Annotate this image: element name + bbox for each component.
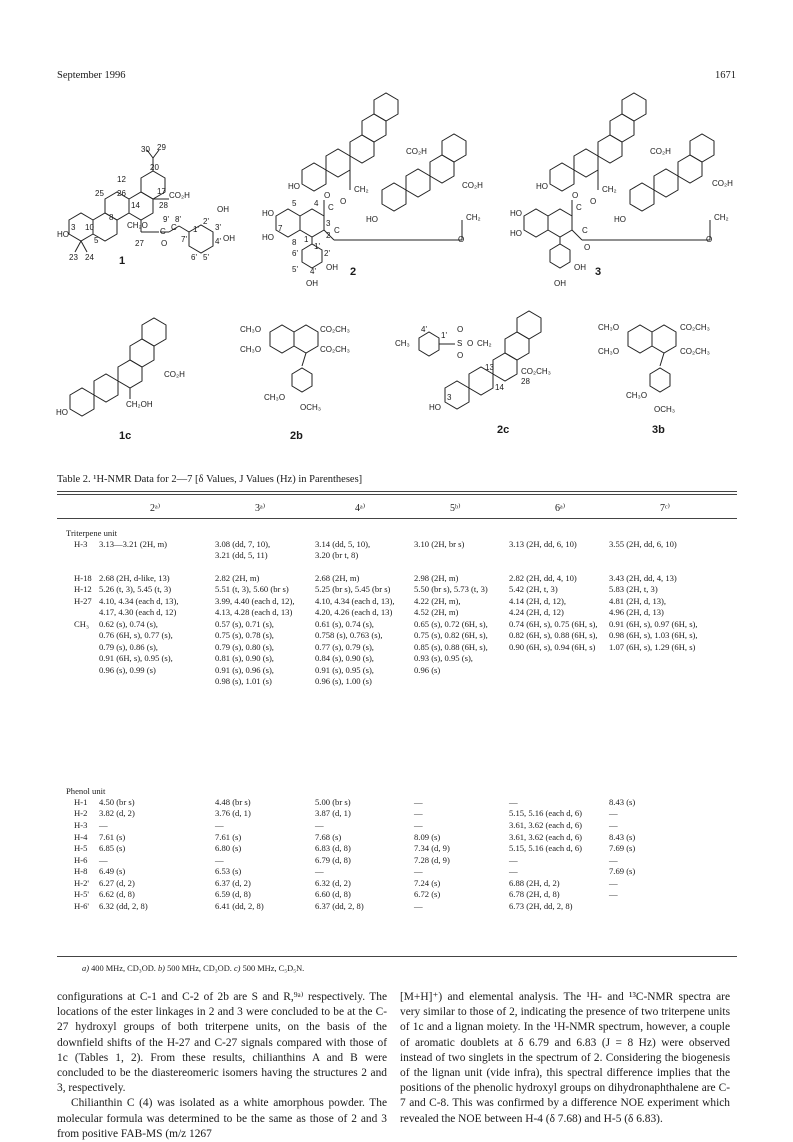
label-ch3o-c: CH₃O: [264, 393, 286, 402]
label-28: 28: [521, 377, 530, 386]
table-cell: 5.51 (t, 3), 5.60 (br s): [215, 584, 289, 594]
table-top-rule-2: [57, 494, 737, 495]
label-ho: HO: [429, 403, 441, 412]
table-cell: 3.87 (d, 1): [315, 808, 351, 818]
row-label: H-1: [74, 797, 88, 807]
label-2: 2: [326, 231, 331, 240]
label-c-a: C: [328, 203, 334, 212]
label-6p: 6': [191, 253, 197, 262]
table-cell: 6.53 (s): [215, 866, 242, 876]
table-cell: 3.76 (d, 1): [215, 808, 251, 818]
label-co2h: CO₂H: [169, 191, 190, 200]
label-2p: 2': [203, 217, 209, 226]
label-1: 1: [304, 235, 309, 244]
label-o-b: O: [324, 191, 331, 200]
label-ho-c: HO: [262, 209, 274, 218]
row-label: H-5: [74, 843, 88, 853]
table-cell: —: [414, 797, 423, 807]
structure-2b: [240, 318, 370, 428]
table-cell: 5.00 (br s): [315, 797, 351, 807]
row-label: H-3: [74, 539, 88, 549]
label-4p: 4': [421, 325, 427, 334]
table-cell: 2.82 (2H, dd, 4, 10): [509, 573, 577, 583]
table-cell: 5.83 (2H, t, 3): [609, 584, 658, 594]
structure-1c: [56, 325, 210, 425]
label-ch3o-c: CH₃O: [626, 391, 648, 400]
label-ch3o-b: CH₃O: [240, 345, 262, 354]
label-co2h-b: CO₂H: [712, 179, 733, 188]
table-cell: 3.99, 4.40 (each d, 12), 4.13, 4.28 (each d, 13): [215, 596, 295, 618]
label-8: 8: [292, 238, 297, 247]
label-20: 20: [150, 163, 159, 172]
row-label: H-6': [74, 901, 89, 911]
label-ho-a: HO: [288, 182, 300, 191]
label-och3: OCH₃: [300, 403, 322, 412]
label-4: 4: [314, 199, 319, 208]
table-cell: 4.10, 4.34 (each d, 13), 4.17, 4.30 (each d, 12): [99, 596, 179, 618]
label-o-b: O: [457, 351, 464, 360]
label-ch2: CH₂: [477, 339, 492, 348]
table-cell: —: [509, 797, 518, 807]
label-o-c: O: [458, 235, 465, 244]
label-co2h-a: CO₂H: [406, 147, 427, 156]
label-ho-a: HO: [536, 182, 548, 191]
label-co2ch3-a: CO₂CH₃: [680, 323, 710, 332]
table-cell: 5.15, 5.16 (each d, 6): [509, 808, 583, 818]
compound-label-3b: 3b: [652, 424, 665, 436]
table-cell: —: [509, 855, 518, 865]
label-3p: 3': [215, 223, 221, 232]
col-header-5: 5ᵇ⁾: [450, 503, 461, 514]
label-30: 30: [141, 145, 150, 154]
label-14: 14: [495, 383, 504, 392]
structure-1c-drawing: [60, 325, 210, 425]
table-cell: 6.37 (d, 2): [215, 878, 251, 888]
label-ho-c: HO: [510, 209, 522, 218]
table-cell: 7.69 (s): [609, 866, 636, 876]
structure-2: [262, 100, 492, 295]
structure-3-drawing: [510, 100, 740, 295]
label-13: 13: [485, 363, 494, 372]
table-cell: 0.74 (6H, s), 0.75 (6H, s), 0.82 (6H, s), 0.88 (6H, s), 0.90 (6H, s), 0.94 (6H, s): [509, 619, 598, 652]
label-5: 5: [292, 199, 297, 208]
table-cell: 0.57 (s), 0.71 (s), 0.75 (s), 0.78 (s), 0.79 (s), 0.80 (s), 0.81 (s), 0.90 (s), 0.91 (s), 0.96 (s), 0.98 (s), 1.01 (s): [215, 619, 274, 687]
row-label: CH₃: [74, 619, 89, 629]
label-o-d: O: [706, 235, 713, 244]
footnote-a-marker: a): [82, 964, 92, 973]
table-cell: 8.43 (s): [609, 832, 636, 842]
label-och3: OCH₃: [654, 405, 676, 414]
row-label: H-8: [74, 866, 88, 876]
label-17: 17: [157, 187, 166, 196]
table-cell: —: [414, 808, 423, 818]
label-ho: HO: [57, 230, 69, 239]
table-cell: —: [509, 866, 518, 876]
label-4p: 4': [215, 237, 221, 246]
label-c-a: C: [576, 203, 582, 212]
label-1p: 1': [314, 242, 320, 251]
table-cell: 6.79 (d, 8): [315, 855, 351, 865]
table-cell: 6.88 (2H, d, 2): [509, 878, 560, 888]
label-o-a: O: [457, 325, 464, 334]
table-top-rule: [57, 491, 737, 492]
col-header-2: 2ᵃ⁾: [150, 503, 161, 514]
label-8p: 8': [175, 215, 181, 224]
label-ho-d: HO: [510, 229, 522, 238]
table-cell: 8.09 (s): [414, 832, 441, 842]
label-c-b: C: [334, 226, 340, 235]
label-7p: 7': [181, 235, 187, 244]
table-cell: —: [414, 901, 423, 911]
table-cell: 3.10 (2H, br s): [414, 539, 465, 549]
label-co2ch3-a: CO₂CH₃: [320, 325, 350, 334]
compound-label-1: 1: [119, 255, 126, 267]
label-co2ch3-b: CO₂CH₃: [680, 347, 710, 356]
col-header-6: 6ᵃ⁾: [555, 503, 566, 514]
table-bottom-rule: [57, 956, 737, 957]
table-caption: Table 2. ¹H-NMR Data for 2—7 [δ Values, J Values (Hz) in Parentheses]: [57, 474, 363, 485]
table-cell: —: [609, 878, 618, 888]
label-ho-b: HO: [366, 215, 378, 224]
table-cell: 6.80 (s): [215, 843, 242, 853]
label-ho-b: HO: [614, 215, 626, 224]
label-ho: HO: [56, 408, 68, 417]
table-cell: 4.10, 4.34 (each d, 13), 4.20, 4.26 (each d, 13): [315, 596, 395, 618]
table-cell: —: [99, 855, 108, 865]
label-co2ch3: CO₂CH₃: [521, 367, 551, 376]
label-5: 5: [94, 236, 99, 245]
row-label: H-2: [74, 808, 88, 818]
body-column-left: [57, 990, 387, 1142]
table-cell: 0.65 (s), 0.72 (6H, s), 0.75 (s), 0.82 (6H, s), 0.85 (s), 0.88 (6H, s), 0.93 (s), 0.95 (s), 0.96 (s): [414, 619, 488, 675]
table-cell: —: [215, 855, 224, 865]
table-cell: 4.14 (2H, d, 12), 4.24 (2H, d, 12): [509, 596, 567, 618]
compound-label-2: 2: [350, 266, 357, 278]
table-cell: 4.81 (2H, d, 13), 4.96 (2H, d, 13): [609, 596, 667, 618]
label-5p: 5': [203, 253, 209, 262]
footnote-b-marker: b): [157, 964, 168, 973]
row-label: H-4: [74, 832, 88, 842]
label-4p: 4': [310, 267, 316, 276]
label-6p: 6': [292, 249, 298, 258]
table-cell: 2.82 (2H, m): [215, 573, 260, 583]
label-26: 26: [117, 189, 126, 198]
label-7: 7: [278, 224, 283, 233]
table-cell: 6.72 (s): [414, 889, 441, 899]
table-cell: 3.13 (2H, dd, 6, 10): [509, 539, 577, 549]
label-27: 27: [135, 239, 144, 248]
table-cell: 7.28 (d, 9): [414, 855, 450, 865]
section-phenol: Phenol unit: [66, 786, 106, 796]
col-header-3: 3ᵃ⁾: [255, 503, 266, 514]
table-cell: 6.62 (d, 8): [99, 889, 135, 899]
label-ch3o-a: CH₃O: [240, 325, 262, 334]
label-24: 24: [85, 253, 94, 262]
table-cell: 0.61 (s), 0.74 (s), 0.758 (s), 0.763 (s), 0.77 (s), 0.79 (s), 0.84 (s), 0.90 (s), 0.91 (s), 0.95 (s), 0.96 (s), 1.00 (s): [315, 619, 383, 687]
label-2p: 2': [324, 249, 330, 258]
col-header-7: 7ᶜ⁾: [660, 503, 671, 514]
label-ch3o-b: CH₃O: [598, 347, 620, 356]
compound-label-1c: 1c: [119, 430, 132, 442]
footnote-a: 400 MHz, CD₃OD.: [91, 964, 158, 973]
table-cell: —: [315, 820, 324, 830]
compound-label-3: 3: [595, 266, 602, 278]
row-label: H-27: [74, 596, 92, 606]
paragraph: Chilianthin C (4) was isolated as a white amorphous powder. The molecular formula was determined to be the same as those of 2 and 3 from positive FAB-MS (m/z 1267: [57, 1097, 387, 1140]
structure-1: [57, 140, 267, 270]
label-c1: C: [160, 227, 166, 236]
table-cell: 7.24 (s): [414, 878, 441, 888]
table-footnote: [82, 964, 304, 973]
col-header-4: 4ᵃ⁾: [355, 503, 366, 514]
label-o-c: O: [584, 243, 591, 252]
label-29: 29: [157, 143, 166, 152]
table-cell: 4.50 (br s): [99, 797, 135, 807]
label-oh2: OH: [223, 234, 235, 243]
table-cell: 2.68 (2H, d-like, 13): [99, 573, 170, 583]
label-co2ch3-b: CO₂CH₃: [320, 345, 350, 354]
table-cell: 3.61, 3.62 (each d, 6): [509, 820, 583, 830]
paragraph: [M+H]⁺) and elemental analysis. The ¹H- and ¹³C-NMR spectra are very similar to those of 2, indicating the presence of two triterpene units of 1c and a lignan moiety. In the ¹H-NMR spectrum, however, a couple of aromatic doublets at δ 6.79 and 6.83 (J = 8 Hz) were observed instead of two singlets in the spectrum of 2. Considering the biogenesis of the lignan unit (vide infra), this spectral difference implies that the positions of the phenolic hydroxyl groups on dihydronaphthalene are C-7 and C-8. This was confirmed by a difference NOE experiment which revealed the NOE between H-4 (δ 7.68) and H-5 (δ 6.83).: [400, 991, 730, 1125]
table-cell: 2.98 (2H, m): [414, 573, 459, 583]
compound-label-2b: 2b: [290, 430, 303, 442]
label-oh1: OH: [217, 205, 229, 214]
page-number: 1671: [715, 70, 736, 81]
label-oh-b: OH: [306, 279, 318, 288]
table-cell: 5.26 (t, 3), 5.45 (t, 3): [99, 584, 172, 594]
table-cell: 7.69 (s): [609, 843, 636, 853]
footnote-c-marker: c): [233, 964, 243, 973]
table-cell: 6.73 (2H, dd, 2, 8): [509, 901, 573, 911]
table-cell: 2.68 (2H, m): [315, 573, 360, 583]
label-3: 3: [447, 393, 452, 402]
table-cell: 0.91 (6H, s), 0.97 (6H, s), 0.98 (6H, s), 1.03 (6H, s), 1.07 (6H, s), 1.29 (6H, s): [609, 619, 698, 652]
label-8: 8: [109, 213, 114, 222]
row-label: H-2': [74, 878, 89, 888]
label-ch2-a: CH₂: [602, 185, 617, 194]
label-ch2oh: CH₂OH: [126, 400, 153, 409]
label-ch2-a: CH₂: [354, 185, 369, 194]
table-cell: 5.42 (2H, t, 3): [509, 584, 558, 594]
label-9p: 9': [163, 215, 169, 224]
row-label: H-18: [74, 573, 92, 583]
label-co2h-b: CO₂H: [462, 181, 483, 190]
footnote-c: 500 MHz, C₅D₅N.: [242, 964, 305, 973]
table-cell: —: [414, 820, 423, 830]
table-cell: 5.15, 5.16 (each d, 6): [509, 843, 583, 853]
label-28: 28: [159, 201, 168, 210]
label-ch2o: CH₂O: [127, 221, 148, 230]
table-cell: 6.41 (dd, 2, 8): [215, 901, 264, 911]
body-column-right: [400, 990, 730, 1127]
section-triterpene: Triterpene unit: [66, 528, 117, 538]
label-co2h: CO₂H: [164, 370, 185, 379]
label-oh-a: OH: [326, 263, 338, 272]
table-cell: 6.85 (s): [99, 843, 126, 853]
label-oh-b: OH: [554, 279, 566, 288]
table-cell: 3.82 (d, 2): [99, 808, 135, 818]
table-cell: 3.55 (2H, dd, 6, 10): [609, 539, 677, 549]
table-cell: —: [414, 866, 423, 876]
table-cell: 3.43 (2H, dd, 4, 13): [609, 573, 677, 583]
label-1p: 1': [193, 225, 199, 234]
table-cell: 6.37 (dd, 2, 8): [315, 901, 364, 911]
table-cell: 7.61 (s): [215, 832, 242, 842]
table-cell: —: [609, 820, 618, 830]
structure-2c: [395, 318, 570, 428]
table-cell: —: [215, 820, 224, 830]
label-3: 3: [326, 219, 331, 228]
table-cell: —: [609, 855, 618, 865]
row-label: H-6: [74, 855, 88, 865]
table-header-rule: [57, 518, 737, 519]
table-cell: 3.61, 3.62 (each d, 6): [509, 832, 583, 842]
row-label: H-5': [74, 889, 89, 899]
compound-label-2c: 2c: [497, 424, 510, 436]
table-cell: 3.14 (dd, 5, 10), 3.20 (br t, 8): [315, 539, 371, 561]
table-cell: 3.08 (dd, 7, 10), 3.21 (dd, 5, 11): [215, 539, 271, 561]
table-cell: —: [99, 820, 108, 830]
table-cell: 6.60 (d, 8): [315, 889, 351, 899]
label-14: 14: [131, 201, 140, 210]
table-cell: 6.32 (d, 2): [315, 878, 351, 888]
table-cell: 8.43 (s): [609, 797, 636, 807]
label-ch3: CH₃: [395, 339, 410, 348]
table-cell: 5.50 (br s), 5.73 (t, 3): [414, 584, 488, 594]
structure-3b: [598, 318, 738, 428]
table-cell: 4.22 (2H, m), 4.52 (2H, m): [414, 596, 461, 618]
label-c2: C: [171, 223, 177, 232]
label-o-b: O: [572, 191, 579, 200]
label-ch2-b: CH₂: [714, 213, 729, 222]
label-10: 10: [85, 223, 94, 232]
table-cell: 6.32 (dd, 2, 8): [99, 901, 148, 911]
label-o-c: O: [467, 339, 474, 348]
row-label: H-12: [74, 584, 92, 594]
table-cell: 6.78 (2H, d, 8): [509, 889, 560, 899]
label-ch2-b: CH₂: [466, 213, 481, 222]
label-1p: 1': [441, 331, 447, 340]
table-cell: 7.34 (d, 9): [414, 843, 450, 853]
table-cell: —: [609, 889, 618, 899]
running-header-date: September 1996: [57, 70, 126, 81]
label-o-a: O: [590, 197, 597, 206]
label-s: S: [457, 339, 463, 348]
table-cell: 6.27 (d, 2): [99, 878, 135, 888]
table-cell: —: [315, 866, 324, 876]
table-cell: 7.61 (s): [99, 832, 126, 842]
label-oh-a: OH: [574, 263, 586, 272]
row-label: H-3: [74, 820, 88, 830]
table-cell: 6.83 (d, 8): [315, 843, 351, 853]
footnote-b: 500 MHz, CD₃OD.: [167, 964, 234, 973]
paragraph: configurations at C-1 and C-2 of 2b are S and R,⁹ᵃ⁾ respectively. The locations of the ester linkages in 2 and 3 were concluded to be at the C-27 hydroxyl groups of both triterpene units, on the basis of the downfield shifts of the H-27 and C-27 signals compared with those of 1c (Tables 1, 2). From these results, chilianthins A and B were concluded to be the diastereomeric isomers having the structures 2 and 3, respectively.: [57, 991, 387, 1095]
label-co2h-a: CO₂H: [650, 147, 671, 156]
table-cell: 3.13—3.21 (2H, m): [99, 539, 168, 549]
label-5p: 5': [292, 265, 298, 274]
label-ch3o-a: CH₃O: [598, 323, 620, 332]
structure-3: [510, 100, 740, 295]
label-o: O: [161, 239, 168, 248]
table-cell: 6.49 (s): [99, 866, 126, 876]
table-cell: —: [609, 808, 618, 818]
label-o-a: O: [340, 197, 347, 206]
label-23: 23: [69, 253, 78, 262]
label-12: 12: [117, 175, 126, 184]
label-ho-d: HO: [262, 233, 274, 242]
table-cell: 6.59 (d, 8): [215, 889, 251, 899]
label-25: 25: [95, 189, 104, 198]
table-cell: 5.25 (br s), 5.45 (br s): [315, 584, 391, 594]
label-c-b: C: [582, 226, 588, 235]
label-3: 3: [71, 223, 76, 232]
table-cell: 7.68 (s): [315, 832, 342, 842]
table-cell: 4.48 (br s): [215, 797, 251, 807]
table-cell: 0.62 (s), 0.74 (s), 0.76 (6H, s), 0.77 (s), 0.79 (s), 0.86 (s), 0.91 (6H, s), 0.95 (s), 0.96 (s), 0.99 (s): [99, 619, 173, 675]
